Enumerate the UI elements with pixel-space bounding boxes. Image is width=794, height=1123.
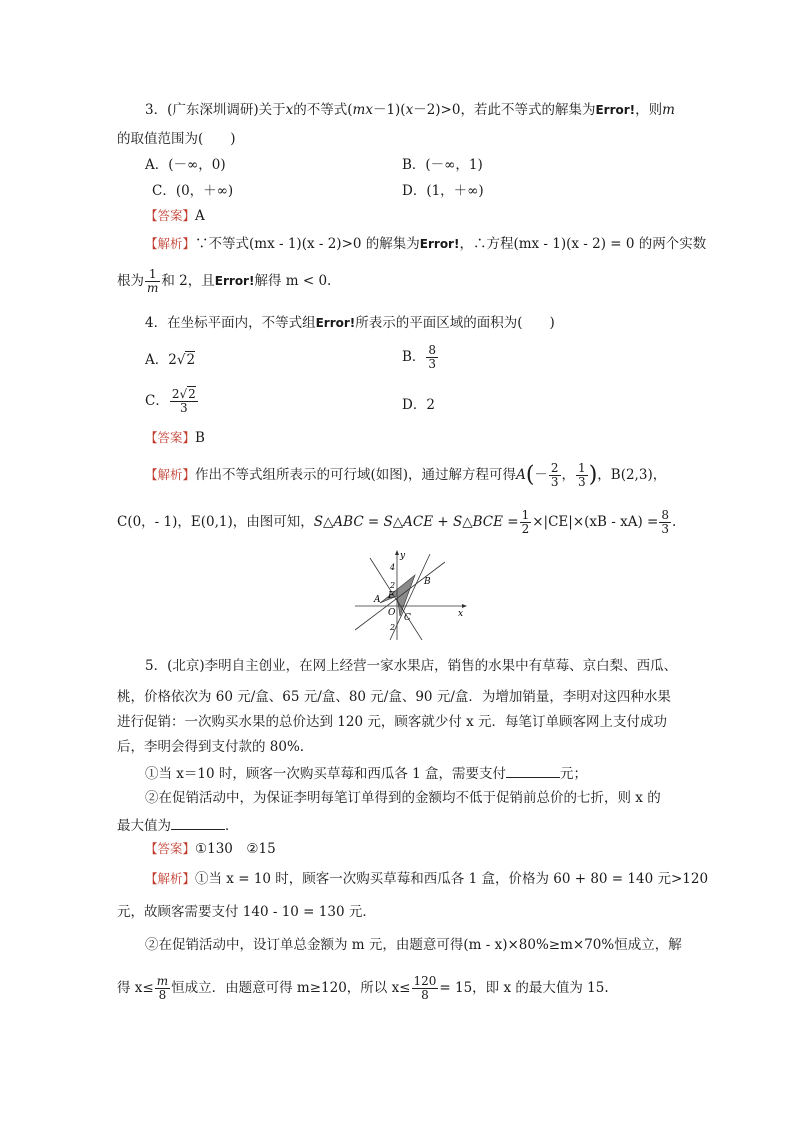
fraction: $\frac{8}{3}$: [661, 508, 669, 536]
q4-option-a: A．2√2: [145, 352, 196, 368]
tick-4: 4: [390, 563, 396, 572]
fraction: $\frac{m}{8}$: [156, 974, 169, 1002]
q3-stem-line1: 3．(广东深圳调研)关于x的不等式(mx－1)(x－2)>0，若此不等式的解集为Error!，则m: [145, 102, 675, 118]
line-1: [355, 562, 445, 630]
q5-sub2-line2: 最大值为 ．: [117, 815, 239, 835]
q4-option-d: D．2: [402, 397, 435, 413]
label-o: O: [388, 608, 396, 618]
q4-option-c: C． $\frac{2√2}{3}$: [145, 387, 196, 415]
sqrt-icon: √: [176, 352, 186, 368]
q5-analysis-line3: ②在促销活动中，设订单总金额为 m 元，由题意可得(m - x)×80%≥m×70%恒成立，解: [145, 937, 682, 953]
q4-stem: 4．在坐标平面内，不等式组Error!所表示的平面区域的面积为( ): [145, 315, 555, 331]
tick-2: 2: [390, 581, 396, 590]
answer-blank[interactable]: [506, 763, 560, 778]
q3-analysis-line2: 根为 $\frac{1}{m}$ 和 2，且Error!解得 m < 0.: [117, 267, 332, 295]
q3-answer: 【答案】A: [145, 208, 205, 224]
q5-analysis-line4: 得 x≤ $\frac{m}{8}$ 恒成立．由题意可得 m≥120，所以 x≤ $\frac{120}{8}$ = 15，即 x 的最大值为 15.: [117, 974, 609, 1002]
fraction: $\frac{1}{2}$: [521, 508, 530, 536]
q3-option-b: B．(－∞，1): [402, 157, 483, 173]
q5-line4: 后，李明会得到支付款的 80%.: [117, 739, 305, 755]
answer-tag: 【答案】: [145, 430, 196, 445]
q3-option-a: A．(－∞，0): [145, 157, 226, 173]
q4-option-b: B． $\frac{8}{3}$: [402, 343, 437, 371]
q4-analysis-line1: 【解析】作出不等式组所表示的可行域(如图)，通过解方程可得A(－ $\frac{2}{3}$ ， $\frac{1}{3}$ )，B(2,3)，: [145, 461, 667, 489]
feasible-region-figure: [350, 548, 470, 643]
q5-answer: 【答案】①130 ②15: [145, 841, 276, 857]
label-c: C: [404, 613, 411, 623]
label-a: A: [374, 595, 381, 605]
fraction: $\frac{1}{3}$: [578, 461, 586, 489]
shaded-region: [380, 575, 415, 616]
q5-sub1: ①当 x＝10 时，顾客一次购买草莓和西瓜各 1 盒，需要支付 元；: [145, 763, 587, 783]
answer-blank[interactable]: [171, 815, 225, 830]
fraction: $\frac{8}{3}$: [428, 343, 437, 371]
q5-analysis-line2: 元，故顾客需要支付 140 - 10 = 130 元．: [117, 904, 376, 920]
q4-answer: 【答案】B: [145, 430, 205, 446]
q3-stem-line2: 的取值范围为( ): [117, 131, 236, 147]
fraction: $\frac{2√2}{3}$: [171, 387, 196, 415]
fraction: $\frac{2}{3}$: [550, 461, 559, 489]
q3-option-d: D．(1，＋∞): [402, 183, 484, 199]
tick-neg2: 2: [390, 623, 396, 632]
q3-analysis-line1: 【解析】∵不等式(mx - 1)(x - 2)>0 的解集为Error!，∴方程(mx - 1)(x - 2) = 0 的两个实数: [145, 236, 707, 252]
q5-sub2-line1: ②在促销活动中，为保证李明每笔订单得到的金额均不低于促销前总价的七折，则 x 的: [145, 790, 661, 806]
line-3: [390, 554, 430, 640]
label-b: B: [424, 577, 431, 587]
analysis-tag: 【解析】: [145, 467, 196, 482]
x-axis-arrow-icon: [462, 604, 467, 608]
analysis-tag: 【解析】: [145, 236, 196, 251]
sqrt-icon: √: [179, 387, 188, 401]
q5-line1: 5．(北京)李明自主创业，在网上经营一家水果店，销售的水果中有草莓、京白梨、西瓜、: [145, 658, 678, 674]
q5-line3: 进行促销：一次购买水果的总价达到 120 元，顾客就少付 x 元．每笔订单顾客网上支付成功: [117, 714, 668, 730]
fraction: $\frac{120}{8}$: [413, 974, 437, 1002]
fraction: $\frac{1}{m}$: [147, 267, 159, 295]
y-axis-arrow-icon: [395, 550, 399, 555]
q3-option-c: C．(0，＋∞): [152, 183, 234, 199]
q5-analysis-line1: 【解析】①当 x = 10 时，顾客一次购买草莓和西瓜各 1 盒，价格为 60 + 80 = 140 元>120: [145, 871, 709, 887]
analysis-tag: 【解析】: [145, 871, 196, 886]
label-e: E: [388, 591, 395, 601]
label-x: x: [458, 609, 464, 619]
answer-tag: 【答案】: [145, 841, 196, 856]
label-y: y: [400, 551, 406, 561]
q5-line2: 桃，价格依次为 60 元/盒、65 元/盒、80 元/盒、90 元/盒．为增加销量，李明对这四种水果: [117, 689, 671, 705]
answer-tag: 【答案】: [145, 208, 196, 223]
q4-analysis-line2: C(0，- 1)，E(0,1)，由图可知，S△ABC = S△ACE + S△BCE = $\frac{1}{2}$ ×|CE|×(xB - xA) = $\frac{8}{3}$ .: [117, 508, 677, 536]
